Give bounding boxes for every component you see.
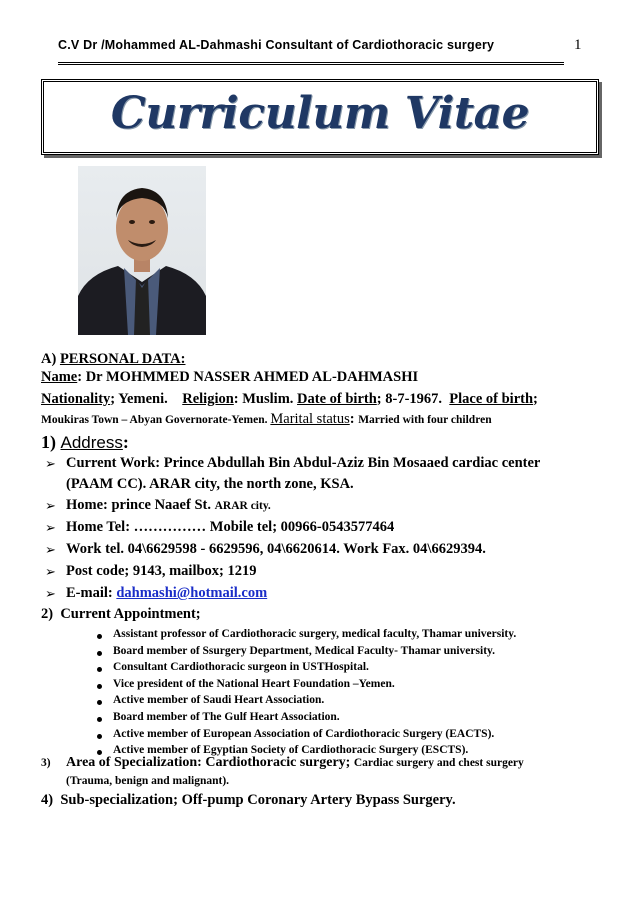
email-line bbox=[66, 585, 267, 602]
bullet-dot-icon bbox=[97, 651, 102, 656]
document-title: Curriculum Vitae bbox=[110, 88, 530, 139]
name-label: Name bbox=[41, 369, 78, 385]
appointment-item: Active member of Saudi Heart Association. bbox=[113, 694, 325, 707]
pob-label: Place of birth bbox=[449, 391, 534, 407]
specialization-rest: Cardiac surgery and chest surgery bbox=[353, 757, 524, 769]
bullet-dot-icon bbox=[97, 684, 102, 689]
page-header bbox=[58, 36, 564, 65]
name-value: : Dr MOHMMED NASSER AHMED AL-DAHMASHI bbox=[77, 369, 419, 385]
bullet-dot-icon bbox=[97, 717, 102, 722]
religion-value: : Muslim. bbox=[233, 391, 298, 407]
home-line bbox=[66, 497, 271, 514]
bullet-dot-icon bbox=[97, 634, 102, 639]
marital-value: Married with four children bbox=[358, 414, 492, 426]
email-link[interactable]: dahmashi@hotmail.com bbox=[116, 585, 268, 601]
portrait-photo bbox=[78, 166, 206, 335]
appointment-item: Vice president of the National Heart Foundation –Yemen. bbox=[113, 677, 395, 690]
home-city: ARAR city. bbox=[214, 500, 271, 512]
specialization-line bbox=[66, 755, 524, 771]
religion-label: Religion bbox=[182, 391, 234, 407]
appointment-item: Board member of The Gulf Heart Association. bbox=[113, 711, 340, 723]
appointment-item: Assistant professor of Cardiothoracic surgery, medical faculty, Thamar university. bbox=[113, 628, 517, 640]
address-colon: : bbox=[122, 432, 129, 452]
dob-label: Date of birth bbox=[297, 391, 377, 407]
current-work-line1: Current Work: Prince Abdullah Bin Abdul-Aziz Bin Mosaaed cardiac center bbox=[66, 455, 541, 471]
work-tel-line: Work tel. 04\6629598 - 6629596, 04\6620614. Work Fax. 04\6629394. bbox=[66, 541, 486, 557]
arrow-bullet-icon: ➢ bbox=[45, 499, 56, 514]
dob-value: ; 8-7-1967. bbox=[376, 391, 450, 407]
title-box bbox=[41, 79, 599, 155]
page-number: 1 bbox=[574, 37, 582, 53]
address-heading bbox=[41, 432, 129, 453]
arrow-bullet-icon: ➢ bbox=[45, 457, 56, 472]
arrow-bullet-icon: ➢ bbox=[45, 543, 56, 558]
appointment-item: Active member of Egyptian Society of Cardiothoracic Surgery (ESCTS). bbox=[113, 744, 469, 757]
email-label: E-mail: bbox=[66, 585, 117, 601]
section-letter: A) bbox=[41, 351, 60, 367]
appointment-item: Consultant Cardiothoracic surgeon in USTHospital. bbox=[113, 661, 369, 674]
arrow-bullet-icon: ➢ bbox=[45, 565, 56, 580]
section-personal-heading bbox=[41, 351, 185, 368]
address-title: Address bbox=[60, 433, 123, 452]
arrow-bullet-icon: ➢ bbox=[45, 521, 56, 536]
marital-colon: : bbox=[349, 411, 359, 427]
specialization-number: 3) bbox=[41, 757, 51, 769]
nationality-label: Nationality bbox=[41, 391, 111, 407]
header-text: C.V Dr /Mohammed AL-Dahmashi Consultant of Cardiothoracic surgery bbox=[58, 38, 495, 52]
birthplace-text: Moukiras Town – Abyan Governorate-Yemen. bbox=[41, 414, 271, 426]
pob-value: ; bbox=[533, 391, 538, 407]
current-work-line2: (PAAM CC). ARAR city, the north zone, KSA. bbox=[66, 476, 354, 492]
nationality-value: ; Yemeni. bbox=[110, 391, 183, 407]
birthplace-marital-line bbox=[41, 411, 492, 428]
bullet-dot-icon bbox=[97, 700, 102, 705]
arrow-bullet-icon: ➢ bbox=[45, 587, 56, 602]
bullet-dot-icon bbox=[97, 734, 102, 739]
name-line bbox=[41, 369, 418, 386]
home-address: Home: prince Naaef St. bbox=[66, 497, 215, 513]
sub-specialization-line: 4) Sub-specialization; Off-pump Coronary Artery Bypass Surgery. bbox=[41, 792, 456, 808]
appointment-item: Active member of European Association of Cardiothoracic Surgery (EACTS). bbox=[113, 727, 495, 740]
nationality-line bbox=[41, 391, 538, 408]
appointment-heading: 2) Current Appointment; bbox=[41, 606, 201, 622]
address-number: 1) bbox=[41, 432, 61, 452]
appointment-item: Board member of Ssurgery Department, Medical Faculty- Thamar university. bbox=[113, 644, 496, 657]
post-code-line: Post code; 9143, mailbox; 1219 bbox=[66, 563, 257, 579]
home-tel-line: Home Tel: …………… Mobile tel; 00966-0543577464 bbox=[66, 519, 395, 535]
section-title: PERSONAL DATA: bbox=[59, 351, 186, 367]
bullet-dot-icon bbox=[97, 667, 102, 672]
marital-label: Marital status bbox=[270, 411, 350, 427]
specialization-title: Area of Specialization: Cardiothoracic surgery; bbox=[66, 755, 354, 770]
specialization-line2: (Trauma, benign and malignant). bbox=[66, 775, 230, 787]
